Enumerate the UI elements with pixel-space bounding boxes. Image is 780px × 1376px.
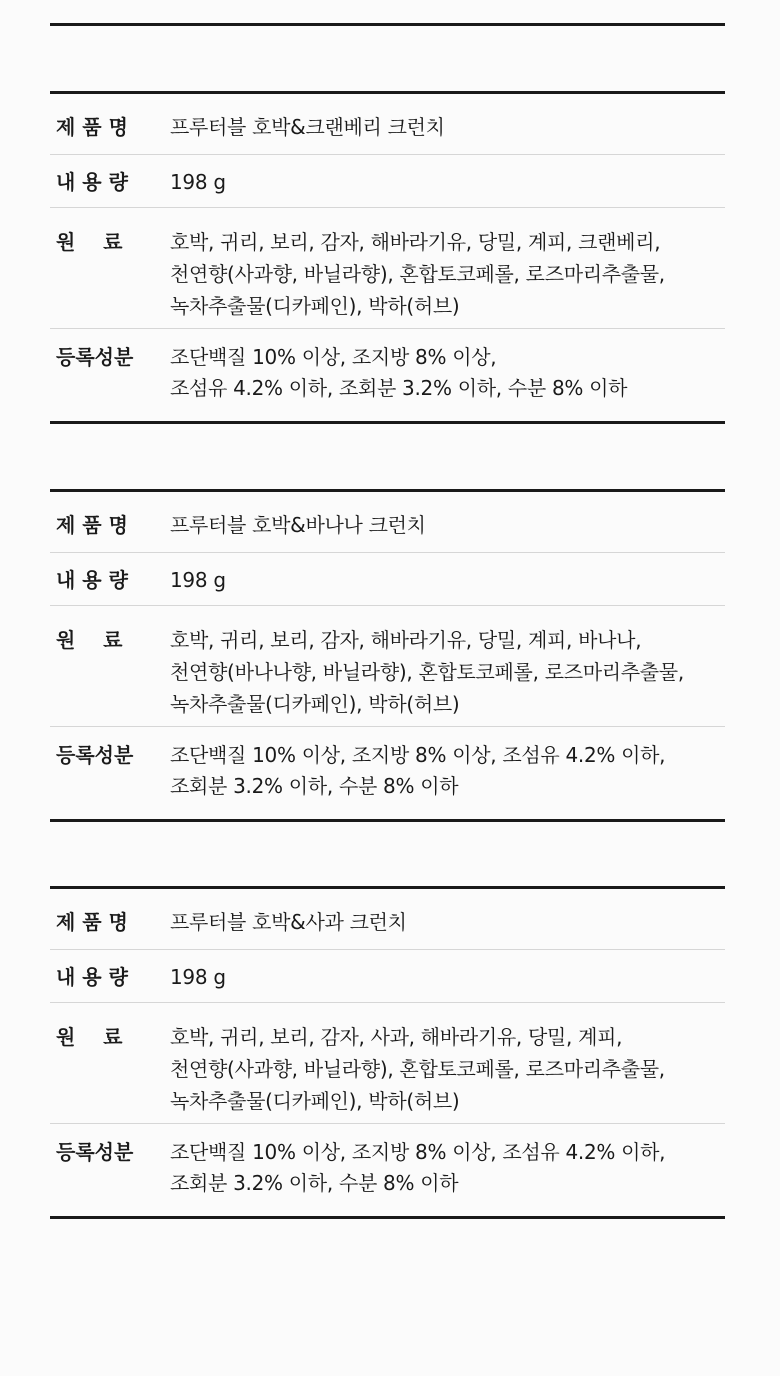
nutrition-label: 등록성분 <box>56 1140 134 1164</box>
ingredients-row <box>50 1003 725 1124</box>
top-divider <box>50 23 725 26</box>
ingredients-row <box>50 606 725 727</box>
nutrition-value: 조단백질 10% 이상, 조지방 8% 이상, 조섬유 4.2% 이하, 조회분 3.2% 이하, 수분 8% 이하 <box>170 743 666 798</box>
nutrition-row <box>50 329 725 421</box>
volume-row <box>50 155 725 208</box>
product-name-label: 제 품 명 <box>56 115 128 139</box>
ingredients-value: 호박, 귀리, 보리, 감자, 해바라기유, 당밀, 계피, 크랜베리, 천연향(사과향, 바닐라향), 혼합토코페롤, 로즈마리추출물, 녹차추출물(디카페인), 박하(허브) <box>170 230 665 318</box>
ingredients-label: 원 료 <box>56 1025 123 1049</box>
product-table-3 <box>50 886 725 1219</box>
volume-label: 내 용 량 <box>56 568 128 592</box>
product-name-value: 프루터블 호박&바나나 크런치 <box>170 513 426 537</box>
nutrition-value: 조단백질 10% 이상, 조지방 8% 이상, 조섬유 4.2% 이하, 조회분 3.2% 이하, 수분 8% 이하 <box>170 345 628 400</box>
ingredients-row <box>50 208 725 329</box>
ingredients-value: 호박, 귀리, 보리, 감자, 해바라기유, 당밀, 계피, 바나나, 천연향(바나나향, 바닐라향), 혼합토코페롤, 로즈마리추출물, 녹차추출물(디카페인), 박하(허브) <box>170 628 684 716</box>
product-name-label: 제 품 명 <box>56 513 128 537</box>
ingredients-label: 원 료 <box>56 230 123 254</box>
nutrition-label: 등록성분 <box>56 743 134 767</box>
product-name-value: 프루터블 호박&크랜베리 크런치 <box>170 115 445 139</box>
volume-value: 198 g <box>170 965 226 989</box>
ingredients-value: 호박, 귀리, 보리, 감자, 사과, 해바라기유, 당밀, 계피, 천연향(사과향, 바닐라향), 혼합토코페롤, 로즈마리추출물, 녹차추출물(디카페인), 박하(허브) <box>170 1025 665 1113</box>
volume-label: 내 용 량 <box>56 170 128 194</box>
product-name-row <box>50 492 725 553</box>
nutrition-value: 조단백질 10% 이상, 조지방 8% 이상, 조섬유 4.2% 이하, 조회분 3.2% 이하, 수분 8% 이하 <box>170 1140 666 1195</box>
product-table-2 <box>50 489 725 822</box>
volume-value: 198 g <box>170 568 226 592</box>
nutrition-row <box>50 1124 725 1216</box>
volume-label: 내 용 량 <box>56 965 128 989</box>
product-name-label: 제 품 명 <box>56 910 128 934</box>
product-table-1 <box>50 91 725 424</box>
volume-row <box>50 950 725 1003</box>
volume-row <box>50 553 725 606</box>
product-name-row <box>50 889 725 950</box>
nutrition-label: 등록성분 <box>56 345 134 369</box>
ingredients-label: 원 료 <box>56 628 123 652</box>
volume-value: 198 g <box>170 170 226 194</box>
product-name-value: 프루터블 호박&사과 크런치 <box>170 910 407 934</box>
nutrition-row <box>50 727 725 819</box>
product-name-row <box>50 94 725 155</box>
